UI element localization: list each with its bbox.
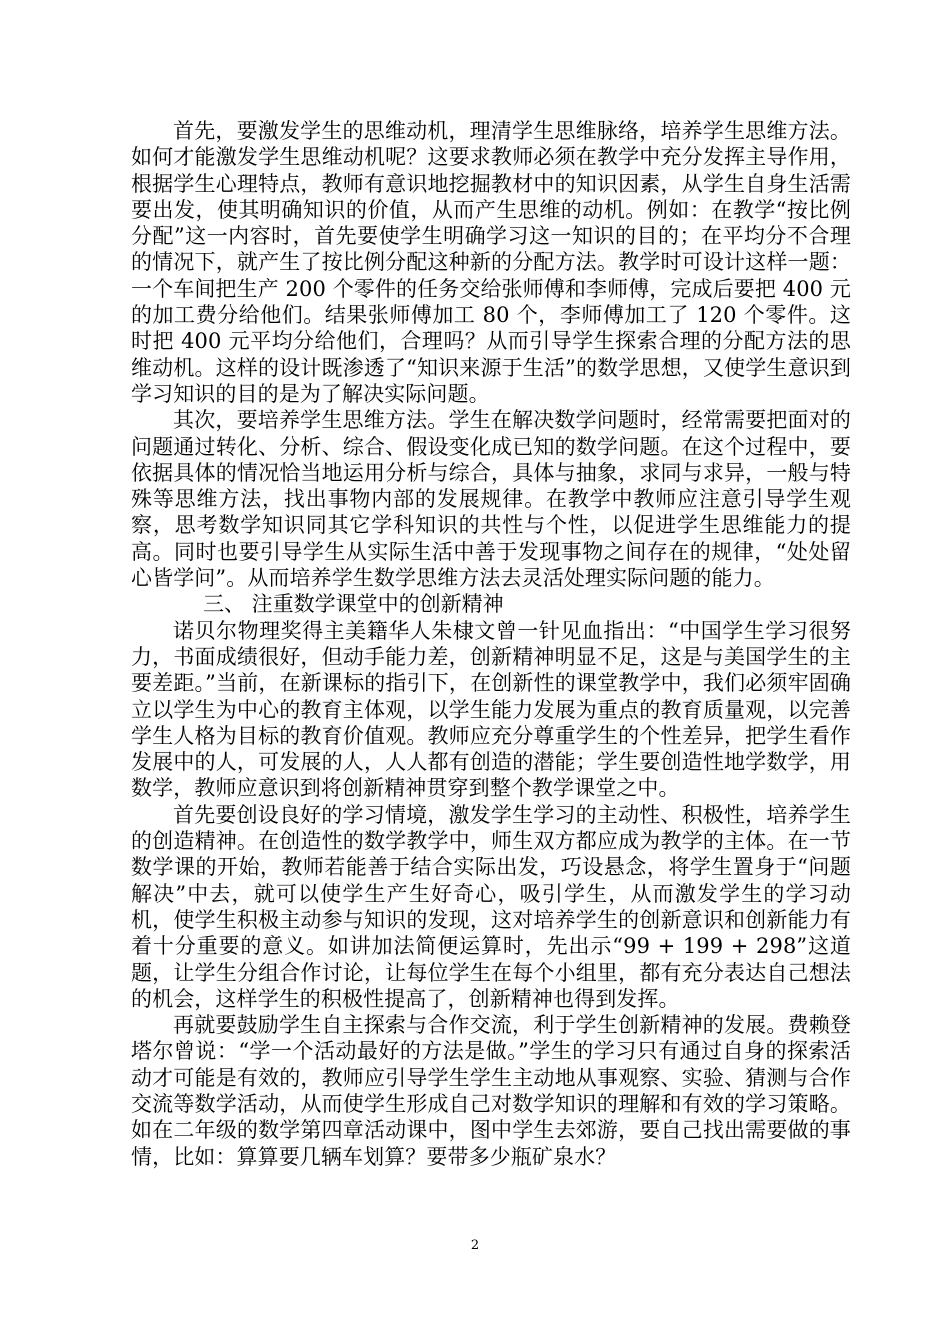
section-heading: 三、 注重数学课堂中的创新精神: [203, 592, 504, 617]
document-body: [131, 118, 851, 1170]
paragraph-thinking-methods: 其次，要培养学生思维方法。学生在解决数学问题时，经常需要把面对的问题通过转化、分析、综合、假设变化成已知的数学问题。在这个过程中，要依据具体的情况恰当地运用分析与综合，具体与抽象，求同与求异，一般与特殊等思维方法，找出事物内部的发展规律。在教学中教师应注意引导学生观察，思考数学知识同其它学科知识的共性与个性，以促进学生思维能力的提高。同时也要引导学生从实际生活中善于发现事物之间存在的规律，“处处留心皆学问”。从而培养学生数学思维方法去灵活处理实际问题的能力。: [131, 408, 851, 591]
paragraph-learning-situation: 首先要创设良好的学习情境，激发学生学习的主动性、积极性，培养学生的创造精神。在创造性的数学教学中，师生双方都应成为教学的主体。在一节数学课的开始，教师若能善于结合实际出发，巧设悬念，将学生置身于“问题解决”中去，就可以使学生产生好奇心，吸引学生，从而激发学生的学习动机，使学生积极主动参与知识的发现，这对培养学生的创新意识和创新能力有着十分重要的意义。如讲加法简便运算时，先出示“99 + 199 + 298”这道题，让学生分组合作讨论，让每位学生在每个小组里，都有充分表达自己想法的机会，这样学生的积极性提高了，创新精神也得到发挥。: [131, 802, 851, 1011]
page-number: 2: [470, 1238, 480, 1253]
paragraph-thinking-motivation: 首先，要激发学生的思维动机，理清学生思维脉络，培养学生思维方法。如何才能激发学生思维动机呢？这要求教师必须在教学中充分发挥主导作用，根据学生心理特点，教师有意识地挖掘教材中的知识因素，从学生自身生活需要出发，使其明确知识的价值，从而产生思维的动机。例如：在教学“按比例分配”这一内容时，首先要使学生明确学习这一知识的目的；在平均分不合理的情况下，就产生了按比例分配这种新的分配方法。教学时可设计这样一题：一个车间把生产 200 个零件的任务交给张师傅和李师傅，完成后要把 400 元的加工费分给他们。结果张师傅加工 80 个，李师傅加工了 120 个零件。这时把 400 元平均分给他们，合理吗？从而引导学生探索合理的分配方法的思维动机。这样的设计既渗透了“知识来源于生活”的数学思想，又使学生意识到学习知识的目的是为了解决实际问题。: [131, 119, 851, 406]
paragraph-innovation-quote: 诺贝尔物理奖得主美籍华人朱棣文曾一针见血指出：“中国学生学习很努力，书面成绩很好，但动手能力差，创新精神明显不足，这是与美国学生的主要差距。”当前，在新课标的指引下，在创新性的课堂教学中，我们必须牢固确立以学生为中心的教育主体观，以学生能力发展为重点的教育质量观，以完善学生人格为目标的教育价值观。教师应充分尊重学生的个性差异，把学生看作发展中的人，可发展的人，人人都有创造的潜能；学生要创造性地学数学，用数学，教师应意识到将创新精神贯穿到整个教学课堂之中。: [131, 618, 851, 801]
paragraph-self-exploration: 再就要鼓励学生自主探索与合作交流，利于学生创新精神的发展。费赖登塔尔曾说：“学一个活动最好的方法是做。”学生的学习只有通过自身的探索活动才可能是有效的，教师应引导学生学生主动地从事观察、实验、猜测与合作交流等数学活动，从而使学生形成自己对数学知识的理解和有效的学习策略。如在二年级的数学第四章活动课中，图中学生去郊游，要自己找出需要做的事情，比如：算算要几辆车划算？要带多少瓶矿泉水？: [131, 1013, 851, 1169]
